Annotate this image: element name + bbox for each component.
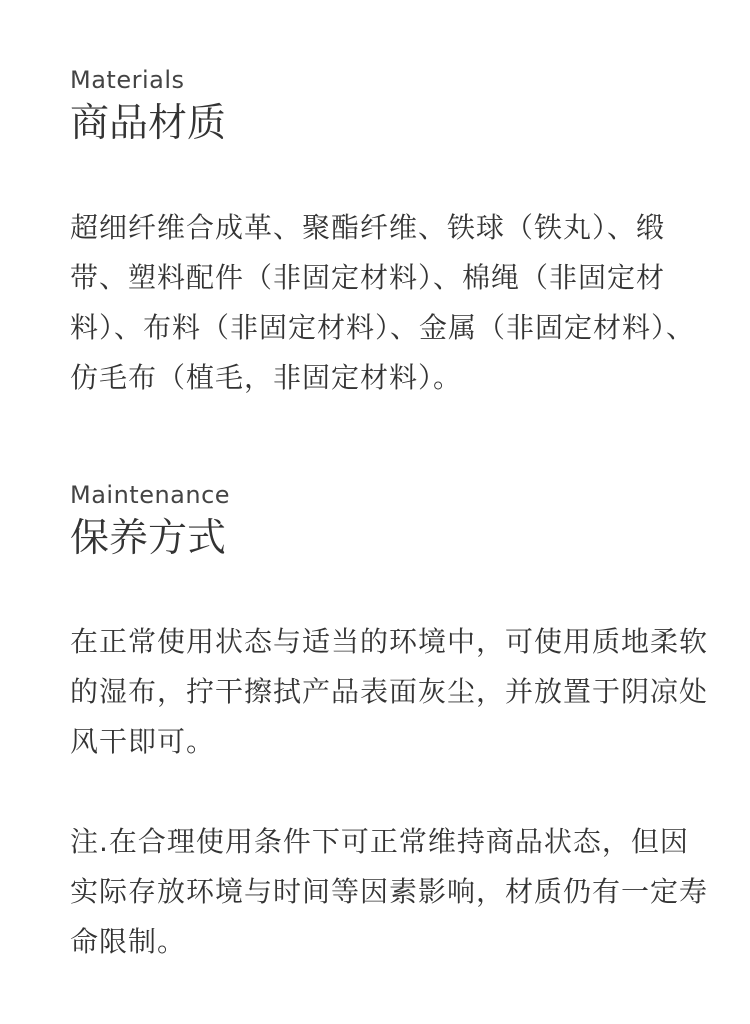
materials-section <box>70 66 700 148</box>
materials-heading: 商品材质 <box>70 101 227 146</box>
maintenance-note: 注.在合理使用条件下可正常维持商品状态，但因实际存放环境与时间等因素影响，材质仍有一定寿命限制。 <box>70 825 709 958</box>
materials-description: 超细纤维合成革、聚酯纤维、铁球（铁丸）、缎带、塑料配件（非固定材料）、棉绳（非固定材料）、布料（非固定材料）、金属（非固定材料）、仿毛布（植毛，非固定材料）。 <box>70 211 696 394</box>
materials-eyebrow: Materials <box>70 66 185 94</box>
maintenance-heading: 保养方式 <box>70 516 227 561</box>
maintenance-section <box>70 481 700 563</box>
maintenance-eyebrow: Maintenance <box>70 481 231 509</box>
maintenance-description: 在正常使用状态与适当的环境中，可使用质地柔软的湿布，拧干擦拭产品表面灰尘，并放置于阴凉处风干即可。 <box>70 625 709 758</box>
